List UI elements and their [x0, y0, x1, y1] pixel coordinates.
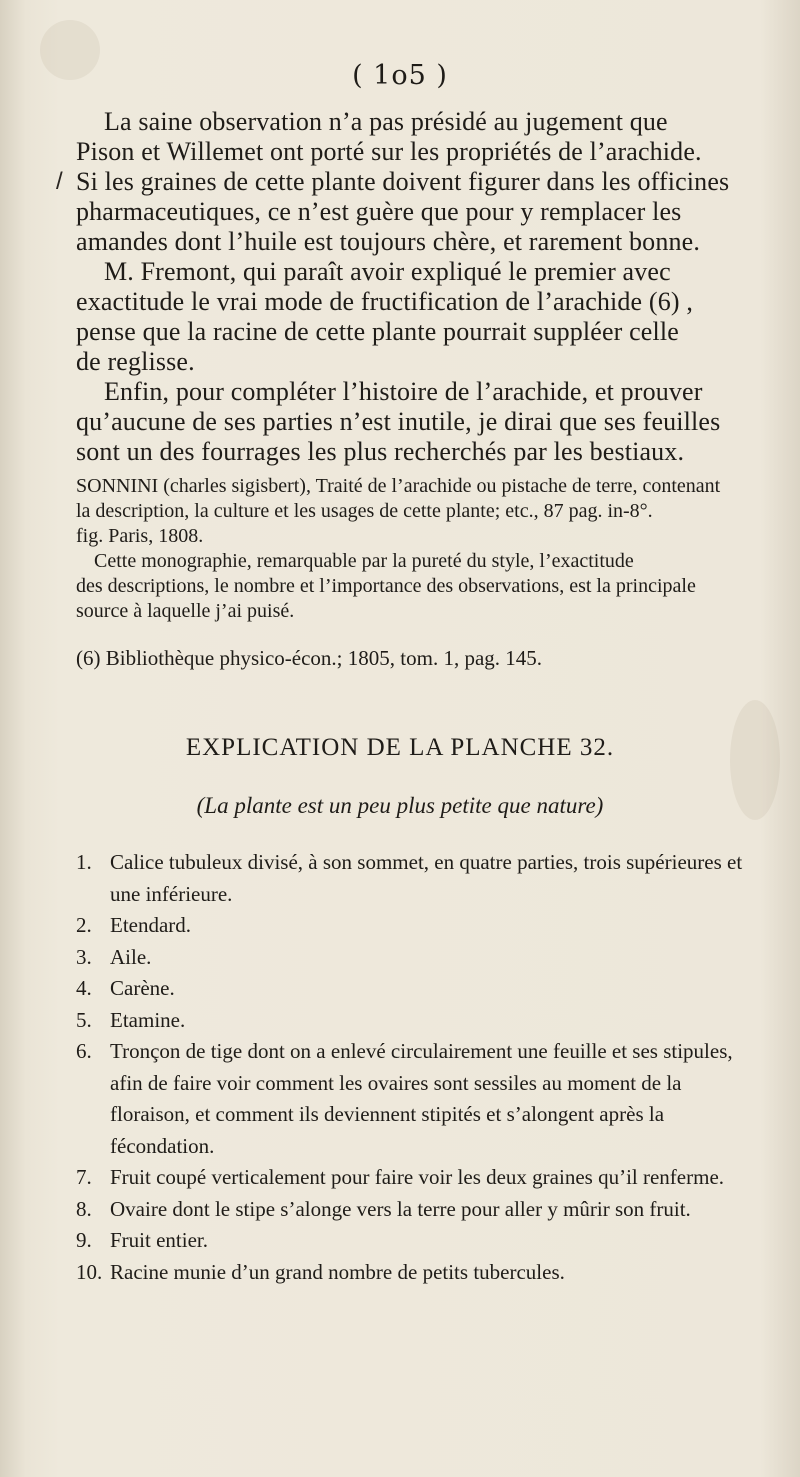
text-line-content: amandes dont l’huile est toujours chère, et rarement bonne.: [76, 227, 700, 256]
footnote: (6) Bibliothèque physico-écon.; 1805, tom. 1, pag. 145.: [76, 646, 543, 670]
text-line-content: La saine observation n’a pas présidé au jugement que: [104, 107, 668, 136]
body-text: [56, 107, 756, 467]
bibliography-line: fig. Paris, 1808.: [76, 525, 204, 547]
legend-item: [76, 847, 766, 910]
margin-mark: /: [56, 168, 63, 195]
legend-item-number: 2.: [76, 913, 92, 937]
legend-item: [76, 973, 766, 1005]
bibliography-line: Cette monographie, remarquable par la pureté du style, l’exactitude: [94, 550, 634, 572]
text-line-content: pharmaceutiques, ce n’est guère que pour y remplacer les: [76, 197, 682, 226]
legend-item-text: Calice tubuleux divisé, à son sommet, en quatre parties, trois supérieures et une inférieure.: [110, 850, 743, 906]
bibliography-line: source à laquelle j’ai puisé.: [76, 600, 295, 622]
legend-item-text: Tronçon de tige dont on a enlevé circulairement une feuille et ses stipules, afin de faire voir comment les ovaires sont sessiles au moment de la floraison, et comment ils deviennent stipités et s’alongent après la fécondation.: [110, 1039, 733, 1158]
legend-item-text: Fruit coupé verticalement pour faire voir les deux graines qu’il renferme.: [110, 1165, 725, 1189]
legend-item-number: 4.: [76, 976, 92, 1000]
legend-item-number: 9.: [76, 1228, 92, 1252]
bibliography-line: des descriptions, le nombre et l’importance des observations, est la principale: [76, 575, 696, 597]
text-line: [76, 107, 756, 137]
text-line-content: Enfin, pour compléter l’histoire de l’arachide, et prouver: [104, 377, 703, 406]
legend-item-text: Carène.: [110, 976, 175, 1000]
text-line-content: exactitude le vrai mode de fructification de l’arachide (6) ,: [76, 287, 693, 316]
text-line-content: sont un des fourrages les plus recherchés par les bestiaux.: [76, 437, 685, 466]
text-line: [76, 317, 756, 347]
legend-item: [76, 910, 766, 942]
text-line: [76, 227, 756, 257]
text-line: [76, 407, 756, 437]
legend-item: [76, 1036, 766, 1162]
bibliography-line: SONNINI (charles sigisbert), Traité de l’arachide ou pistache de terre, contenant: [76, 475, 721, 497]
text-line: [76, 257, 756, 287]
text-line: [76, 377, 756, 407]
text-line-content: Si les graines de cette plante doivent figurer dans les officines: [76, 167, 730, 196]
legend-item-number: 8.: [76, 1196, 92, 1221]
plate-subtitle: (La plante est un peu plus petite que nature): [196, 793, 604, 818]
text-line-content: pense que la racine de cette plante pourrait suppléer celle: [76, 317, 679, 346]
legend-item-number: 3.: [76, 944, 92, 969]
text-line: [76, 347, 756, 377]
text-line-content: M. Fremont, qui paraît avoir expliqué le premier avec: [104, 257, 671, 286]
legend-item: [76, 1194, 766, 1226]
legend-item: [76, 1005, 766, 1037]
legend-item-text: Aile.: [110, 944, 152, 969]
plate-heading: EXPLICATION DE LA PLANCHE 32.: [185, 734, 615, 761]
legend-item-number: 5.: [76, 1007, 92, 1032]
legend-item: [76, 1162, 766, 1194]
legend-item-number: 7.: [76, 1165, 92, 1189]
text-line-content: qu’aucune de ses parties n’est inutile, je dirai que ses feuilles: [76, 407, 721, 436]
legend-item: [76, 942, 766, 974]
text-line-content: de reglisse.: [76, 347, 195, 376]
page-number: ( 1o5 ): [352, 60, 448, 91]
text-line: [76, 287, 756, 317]
text-line: [76, 137, 756, 167]
text-line-content: Pison et Willemet ont porté sur les propriétés de l’arachide.: [76, 137, 702, 166]
legend-item-text: Etendard.: [110, 913, 192, 937]
legend-item-number: 1.: [76, 850, 92, 874]
legend-item-text: Fruit entier.: [110, 1228, 208, 1252]
text-line: [56, 167, 756, 197]
plate-legend-list: [76, 847, 766, 1288]
bibliography-line: la description, la culture et les usages de cette plante; etc., 87 pag. in-8°.: [76, 500, 653, 522]
text-line: [76, 437, 756, 467]
legend-item: [76, 1257, 766, 1289]
legend-item-number: 10.: [76, 1259, 103, 1284]
legend-item: [76, 1225, 766, 1257]
legend-item-text: Racine munie d’un grand nombre de petits tubercules.: [110, 1259, 565, 1284]
legend-item-text: Etamine.: [110, 1007, 186, 1032]
legend-item-number: 6.: [76, 1039, 92, 1063]
bibliography-note: [76, 474, 756, 624]
text-line: [76, 197, 756, 227]
legend-item-text: Ovaire dont le stipe s’alonge vers la terre pour aller y mûrir son fruit.: [110, 1196, 691, 1221]
